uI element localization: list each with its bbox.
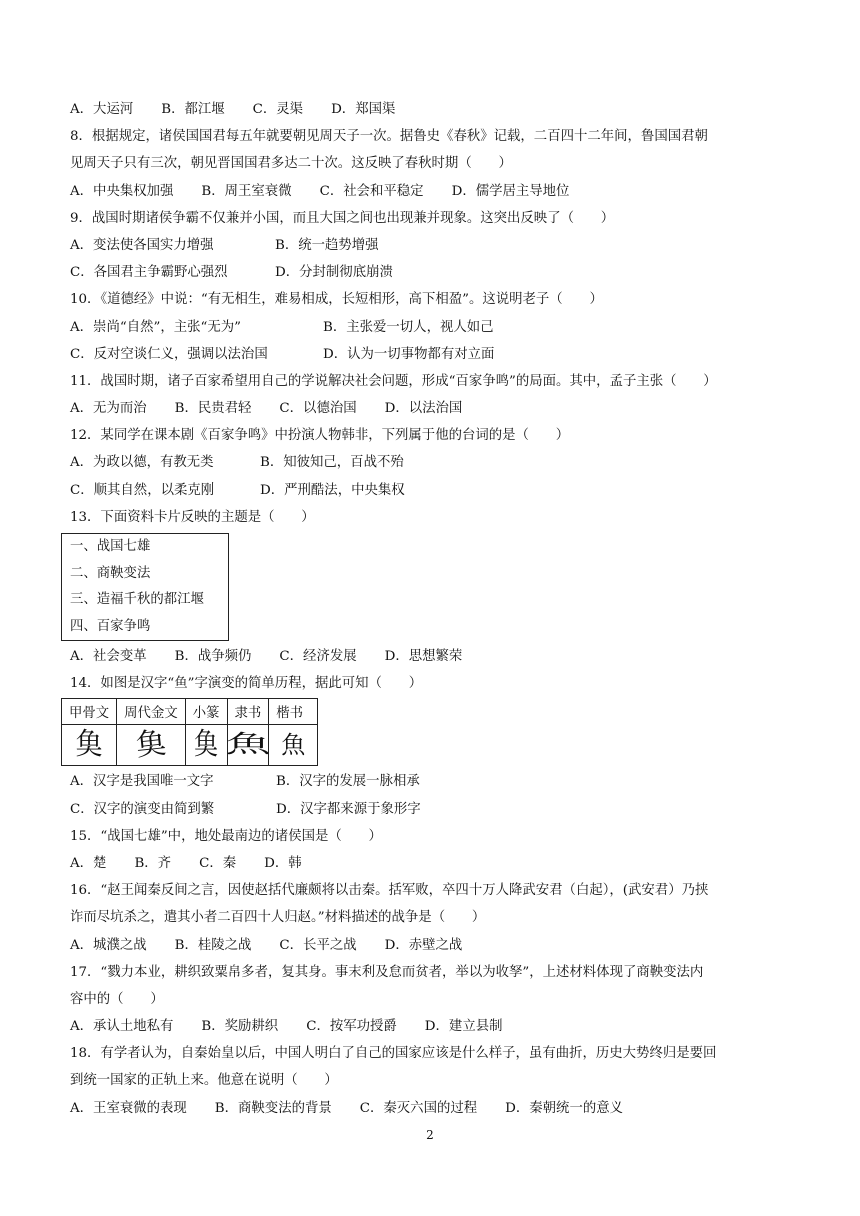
q17-stem-line-1: 17．“戮力本业，耕织致粟帛多者，复其身。事末利及怠而贫者，举以为收孥”，上述材料体现了商鞅变法内 xyxy=(70,964,704,980)
q15-options xyxy=(70,850,810,877)
q13-option-a[interactable]: A．社会变革 xyxy=(70,649,147,664)
glyph-cell-regular xyxy=(269,725,318,766)
header-regular: 楷书 xyxy=(269,699,318,725)
glyph-cell-oracle xyxy=(62,725,117,766)
glyph-cell-seal xyxy=(185,725,227,766)
q14-options-row-1 xyxy=(70,768,810,795)
header-oracle-bone: 甲骨文 xyxy=(62,699,117,725)
q7-option-d[interactable]: D．郑国渠 xyxy=(331,102,396,117)
q13-option-d[interactable]: D．思想繁荣 xyxy=(384,649,463,664)
q14-option-a[interactable]: A．汉字是我国唯一文字 xyxy=(70,774,214,790)
q12-option-c[interactable]: C．顺其自然，以柔克刚 xyxy=(70,482,215,498)
q13-option-c[interactable]: C．经济发展 xyxy=(279,649,357,664)
q10-option-d[interactable]: D．认为一切事物都有对立面 xyxy=(323,346,495,362)
q10-option-c[interactable]: C．反对空谈仁义，强调以法治国 xyxy=(70,346,268,362)
fish-regular-glyph: 魚 xyxy=(281,731,306,760)
q16-stem-line-2: 诈而尽坑杀之，遣其小者二百四十人归赵。”材料描述的战争是（ ） xyxy=(70,910,486,926)
q12-options-row-2 xyxy=(70,477,810,504)
q8-option-d[interactable]: D．儒学居主导地位 xyxy=(451,183,570,199)
q18-stem-line-2: 到统一国家的正轨上来。他意在说明（ ） xyxy=(70,1073,338,1089)
q14-stem: 14．如图是汉字“鱼”字演变的简单历程，据此可知（ ） xyxy=(70,676,423,692)
q8-stem-line-1: 8．根据规定，诸侯国国君每五年就要朝见周天子一次。据鲁史《春秋》记载，二百四十二年间，鲁国国君朝 xyxy=(70,129,708,145)
q15-option-a[interactable]: A．楚 xyxy=(70,855,107,871)
q13-options xyxy=(70,643,810,670)
q8-option-a[interactable]: A．中央集权加强 xyxy=(70,183,174,199)
q8-option-b[interactable]: B．周王室衰微 xyxy=(201,183,292,199)
q10-options-row-2 xyxy=(70,341,810,368)
q17-option-a[interactable]: A．承认土地私有 xyxy=(70,1019,174,1035)
q8-options xyxy=(70,178,810,205)
q7-option-a[interactable]: A．大运河 xyxy=(70,102,134,117)
q12-option-b[interactable]: B．知彼知己，百战不殆 xyxy=(260,455,404,471)
q16-option-c[interactable]: C．长平之战 xyxy=(279,937,357,953)
q11-option-b[interactable]: B．民贵君轻 xyxy=(174,401,252,417)
q15-stem: 15．“战国七雄”中，地处最南边的诸侯国是（ ） xyxy=(70,828,382,844)
page-number: 2 xyxy=(426,1128,434,1142)
info-card-item-1: 一、战国七雄 xyxy=(70,539,151,554)
fish-bronze-glyph: 𩵋 xyxy=(134,725,168,764)
q10-options-row-1 xyxy=(70,314,810,341)
q17-stem-line-2: 容中的（ ） xyxy=(70,991,164,1007)
q12-option-a[interactable]: A．为政以德，有教无类 xyxy=(70,455,214,471)
header-bronze: 周代金文 xyxy=(117,699,186,725)
glyph-cell-clerical xyxy=(227,725,269,766)
q9-option-c[interactable]: C．各国君主争霸野心强烈 xyxy=(70,265,228,281)
fish-clerical-glyph: 魚 xyxy=(225,730,271,759)
q18-options xyxy=(70,1095,810,1122)
q8-stem-line-2: 见周天子只有三次，朝见晋国国君多达二十次。这反映了春秋时期（ ） xyxy=(70,156,512,172)
q12-option-d[interactable]: D．严刑酷法，中央集权 xyxy=(260,482,405,498)
q12-options-row-1 xyxy=(70,449,810,476)
q14-option-d[interactable]: D．汉字都来源于象形字 xyxy=(276,801,421,817)
q17-option-b[interactable]: B．奖励耕织 xyxy=(201,1019,279,1035)
q16-option-a[interactable]: A．城濮之战 xyxy=(70,937,147,953)
q14-option-c[interactable]: C．汉字的演变由简到繁 xyxy=(70,801,215,817)
q18-option-d[interactable]: D．秦朝统一的意义 xyxy=(505,1100,624,1116)
fish-seal-glyph: 𩵋 xyxy=(194,727,219,763)
q15-option-b[interactable]: B．齐 xyxy=(134,855,172,871)
q9-option-b[interactable]: B．统一趋势增强 xyxy=(275,237,379,253)
q13-stem: 13．下面资料卡片反映的主题是（ ） xyxy=(70,509,315,525)
q18-option-b[interactable]: B．商鞅变法的背景 xyxy=(214,1100,332,1116)
q14-options-row-2 xyxy=(70,796,810,823)
q12-stem: 12．某同学在课本剧《百家争鸣》中扮演人物韩非，下列属于他的台词的是（ ） xyxy=(70,428,570,444)
q10-option-a[interactable]: A．崇尚“自然”，主张“无为” xyxy=(70,319,241,335)
q7-option-c[interactable]: C．灵渠 xyxy=(252,102,304,117)
q18-option-a[interactable]: A．王室衰微的表现 xyxy=(70,1100,187,1116)
info-card-item-2: 二、商鞅变法 xyxy=(70,565,151,581)
q11-options xyxy=(70,395,810,422)
q10-option-b[interactable]: B．主张爱一切人，视人如己 xyxy=(323,319,494,335)
q11-stem: 11．战国时期，诸子百家希望用自己的学说解决社会问题，形成“百家争鸣”的局面。其中，孟子主张（ ） xyxy=(70,373,717,389)
q9-option-d[interactable]: D．分封制彻底崩溃 xyxy=(275,265,393,281)
q10-stem: 10．《道德经》中说：“有无相生，难易相成，长短相形，高下相盈”。这说明老子（ ） xyxy=(70,292,603,308)
info-card-item-4: 四、百家争鸣 xyxy=(70,618,151,634)
q7-options xyxy=(70,96,810,123)
q16-stem-line-1: 16．“赵王闻秦反间之言，因使赵括代廉颇将以击秦。括军败，卒四十万人降武安君（白起），(武安君）乃挟 xyxy=(70,883,709,899)
q11-option-c[interactable]: C．以德治国 xyxy=(279,401,357,417)
q13-option-b[interactable]: B．战争频仍 xyxy=(174,649,252,664)
q11-option-a[interactable]: A．无为而治 xyxy=(70,401,147,417)
q18-option-c[interactable]: C．秦灭六国的过程 xyxy=(359,1100,478,1116)
q7-option-b[interactable]: B．都江堰 xyxy=(161,102,225,117)
q9-options-row-1 xyxy=(70,232,810,259)
q17-options xyxy=(70,1013,810,1040)
q9-options-row-2 xyxy=(70,259,810,286)
q9-option-a[interactable]: A．变法使各国实力增强 xyxy=(70,237,214,253)
info-card-item-3: 三、造福千秋的都江堰 xyxy=(70,592,204,607)
q15-option-c[interactable]: C．秦 xyxy=(199,855,237,871)
q14-option-b[interactable]: B．汉字的发展一脉相承 xyxy=(276,774,420,790)
q16-option-b[interactable]: B．桂陵之战 xyxy=(174,937,252,953)
q8-option-c[interactable]: C．社会和平稳定 xyxy=(319,183,424,199)
header-clerical: 隶书 xyxy=(227,699,269,725)
glyph-cell-bronze xyxy=(117,725,186,766)
character-evolution-table xyxy=(61,698,318,766)
fish-oracle-glyph: 𩵋 xyxy=(75,727,103,763)
q17-option-c[interactable]: C．按军功授爵 xyxy=(306,1019,397,1035)
q18-stem-line-1: 18．有学者认为，自秦始皇以后，中国人明白了自己的国家应该是什么样子，虽有曲折，历史大势终归是要回 xyxy=(70,1046,717,1062)
question-sheet xyxy=(70,96,810,1122)
info-card xyxy=(61,533,229,641)
q11-option-d[interactable]: D．以法治国 xyxy=(384,401,463,417)
q16-options xyxy=(70,932,810,959)
header-small-seal: 小篆 xyxy=(185,699,227,725)
q9-stem: 9．战国时期诸侯争霸不仅兼并小国，而且大国之间也出现兼并现象。这突出反映了（ ） xyxy=(70,210,615,226)
q17-option-d[interactable]: D．建立县制 xyxy=(424,1019,503,1035)
q15-option-d[interactable]: D．韩 xyxy=(264,855,302,871)
q16-option-d[interactable]: D．赤壁之战 xyxy=(384,937,463,953)
